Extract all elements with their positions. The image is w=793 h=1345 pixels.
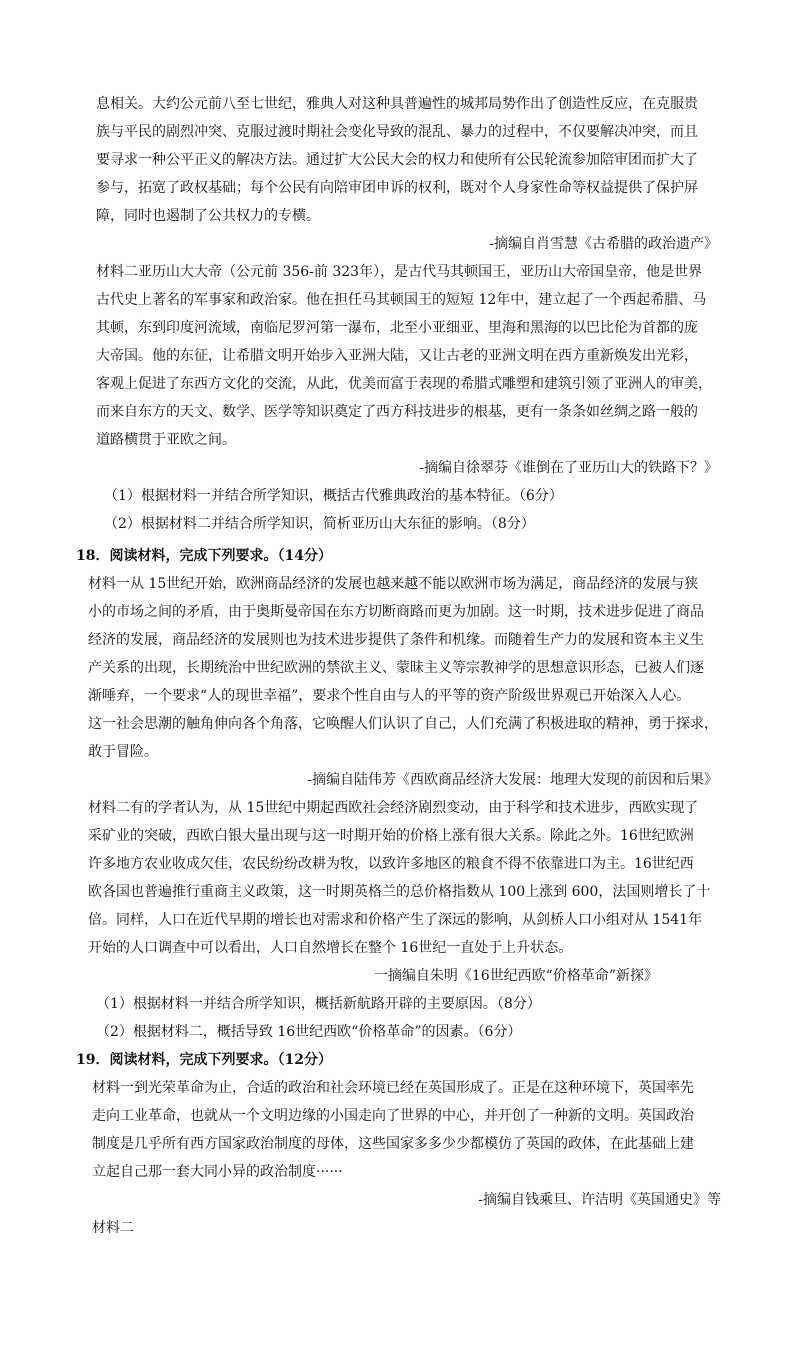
s18-m1-line-5: 渐唾弃，一个要求“人的现世幸福”，要求个性自由与人的平等的资产阶级世界观已开始深入人心。 [88, 688, 691, 704]
s17-m1-line-3: 要寻求一种公平正义的解决方法。通过扩大公民大会的权力和使所有公民轮流参加陪审团而扩大了 [96, 152, 698, 168]
s18-m1-line-6: 这一社会思潮的触角伸向各个角落，它唤醒人们认识了自己，人们充满了积极进取的精神，勇于探求， [88, 716, 718, 732]
s18-m1-line-1: 材料一从 15世纪开始，欧洲商品经济的发展也越来越不能以欧洲市场为满足，商品经济的发展与狭 [88, 576, 699, 592]
s18-m2-line-4: 欧各国也普遍推行重商主义政策，这一时期英格兰的总价格指数从 100上涨到 600，法国则增长了十 [88, 884, 711, 900]
s18-m1-line-7: 敢于冒险。 [88, 744, 158, 760]
s18-m2-line-3: 许多地方农业收成欠佳，农民纷纷改耕为牧，以致许多地区的粮食不得不依靠进口为主。16世纪西 [88, 856, 694, 872]
s18-question-2: （2）根据材料二，概括导致 16世纪西欧“价格革命”的因素。（6分） [96, 1024, 522, 1040]
s19-m1-line-3: 制度是几乎所有西方国家政治制度的母体，这些国家多多少少都模仿了英国的政体，在此基础上建 [92, 1136, 694, 1152]
s17-m2-line-6: 而来自东方的天文、数学、医学等知识奠定了西方科技进步的根基，更有一条条如丝绸之路一般的 [96, 404, 698, 420]
s18-m1-source: -摘编自陆伟芳《西欧商品经济大发展：地理大发现的前因和后果》 [307, 772, 718, 788]
s18-title: 18．阅读材料，完成下列要求。（14分） [76, 548, 332, 564]
s19-m1-line-4: 立起自己那一套大同小异的政治制度······ [92, 1164, 343, 1180]
s17-m2-line-3: 其顿，东到印度河流域，南临尼罗河第一瀑布，北至小亚细亚、里海和黑海的以巴比伦为首都的庞 [96, 320, 698, 336]
s17-m1-line-4: 参与，拓宽了政权基础；每个公民有向陪审团申诉的权利，既对个人身家性命等权益提供了保护屏 [96, 180, 698, 196]
s17-m2-source: -摘编自徐翠芬《谁倒在了亚历山大的铁路下？》 [419, 460, 718, 476]
s17-m1-line-5: 障，同时也遏制了公共权力的专横。 [96, 208, 320, 224]
s19-m1-line-2: 走向工业革命，也就从一个文明边缘的小国走向了世界的中心，并开创了一种新的文明。英国政治 [92, 1108, 694, 1124]
s17-m2-line-4: 大帝国。他的东征，让希腊文明开始步入亚洲大陆，又让古老的亚洲文明在西方重新焕发出光彩， [96, 348, 698, 364]
s17-m2-line-2: 古代史上著名的军事家和政治家。他在担任马其顿国王的短短 12年中，建立起了一个西起希腊、马 [96, 292, 707, 308]
s18-m2-line-6: 开始的人口调查中可以看出，人口自然增长在整个 16世纪一直处于上升状态。 [88, 940, 573, 956]
s18-m2-line-5: 倍。同样，人口在近代早期的增长也对需求和价格产生了深远的影响，从剑桥人口小组对从 1541年 [88, 912, 703, 928]
s19-m2-label: 材料二 [92, 1220, 134, 1236]
s17-question-1: （1）根据材料一并结合所学知识，概括古代雅典政治的基本特征。（6分） [104, 488, 563, 504]
s18-question-1: （1）根据材料一并结合所学知识，概括新航路开辟的主要原因。（8分） [96, 996, 541, 1012]
s18-m1-line-3: 经济的发展，商品经济的发展则也为技术进步提供了条件和机缘。而随着生产力的发展和资本主义生 [88, 632, 704, 648]
s17-m1-line-1: 息相关。大约公元前八至七世纪，雅典人对这种具普遍性的城邦局势作出了创造性反应，在克服贵 [96, 96, 698, 112]
s18-m2-line-1: 材料二有的学者认为，从 15世纪中期起西欧社会经济剧烈变动，由于科学和技术进步，西欧实现了 [88, 800, 699, 816]
s17-m1-line-2: 族与平民的剧烈冲突、克服过渡时期社会变化导致的混乱、暴力的过程中，不仅要解决冲突，而且 [96, 124, 698, 140]
s17-m2-line-1: 材料二亚历山大大帝（公元前 356-前 323年），是古代马其顿国王，亚历山大帝国皇帝，他是世界 [96, 264, 703, 280]
s18-m1-line-2: 小的市场之间的矛盾，由于奥斯曼帝国在东方切断商路而更为加剧。这一时期，技术进步促进了商品 [88, 604, 704, 620]
s17-m2-line-5: 客观上促进了东西方文化的交流，从此，优美而富于表现的希腊式雕塑和建筑引领了亚洲人的审美， [96, 376, 712, 392]
s17-question-2: （2）根据材料二并结合所学知识，简析亚历山大东征的影响。（8分） [104, 516, 535, 532]
s18-m2-line-2: 采矿业的突破，西欧白银大量出现与这一时期开始的价格上涨有很大关系。除此之外。16世纪欧洲 [88, 828, 694, 844]
s19-title: 19．阅读材料，完成下列要求。（12分） [76, 1052, 332, 1068]
s18-m2-source: 一摘编自朱明《16世纪西欧“价格革命”新探》 [373, 968, 658, 984]
s17-m1-source: -摘编自肖雪慧《古希腊的政治遗产》 [489, 236, 718, 252]
s19-m1-source: -摘编自钱乘旦、许洁明《英国通史》等 [478, 1192, 721, 1208]
s18-m1-line-4: 产关系的出现，长期统治中世纪欧洲的禁欲主义、蒙昧主义等宗教神学的思想意识形态，已被人们逐 [88, 660, 704, 676]
s17-m2-line-7: 道路横贯于亚欧之间。 [96, 432, 236, 448]
s19-m1-line-1: 材料一到光荣革命为止，合适的政治和社会环境已经在英国形成了。正是在这种环境下，英国率先 [92, 1080, 694, 1096]
